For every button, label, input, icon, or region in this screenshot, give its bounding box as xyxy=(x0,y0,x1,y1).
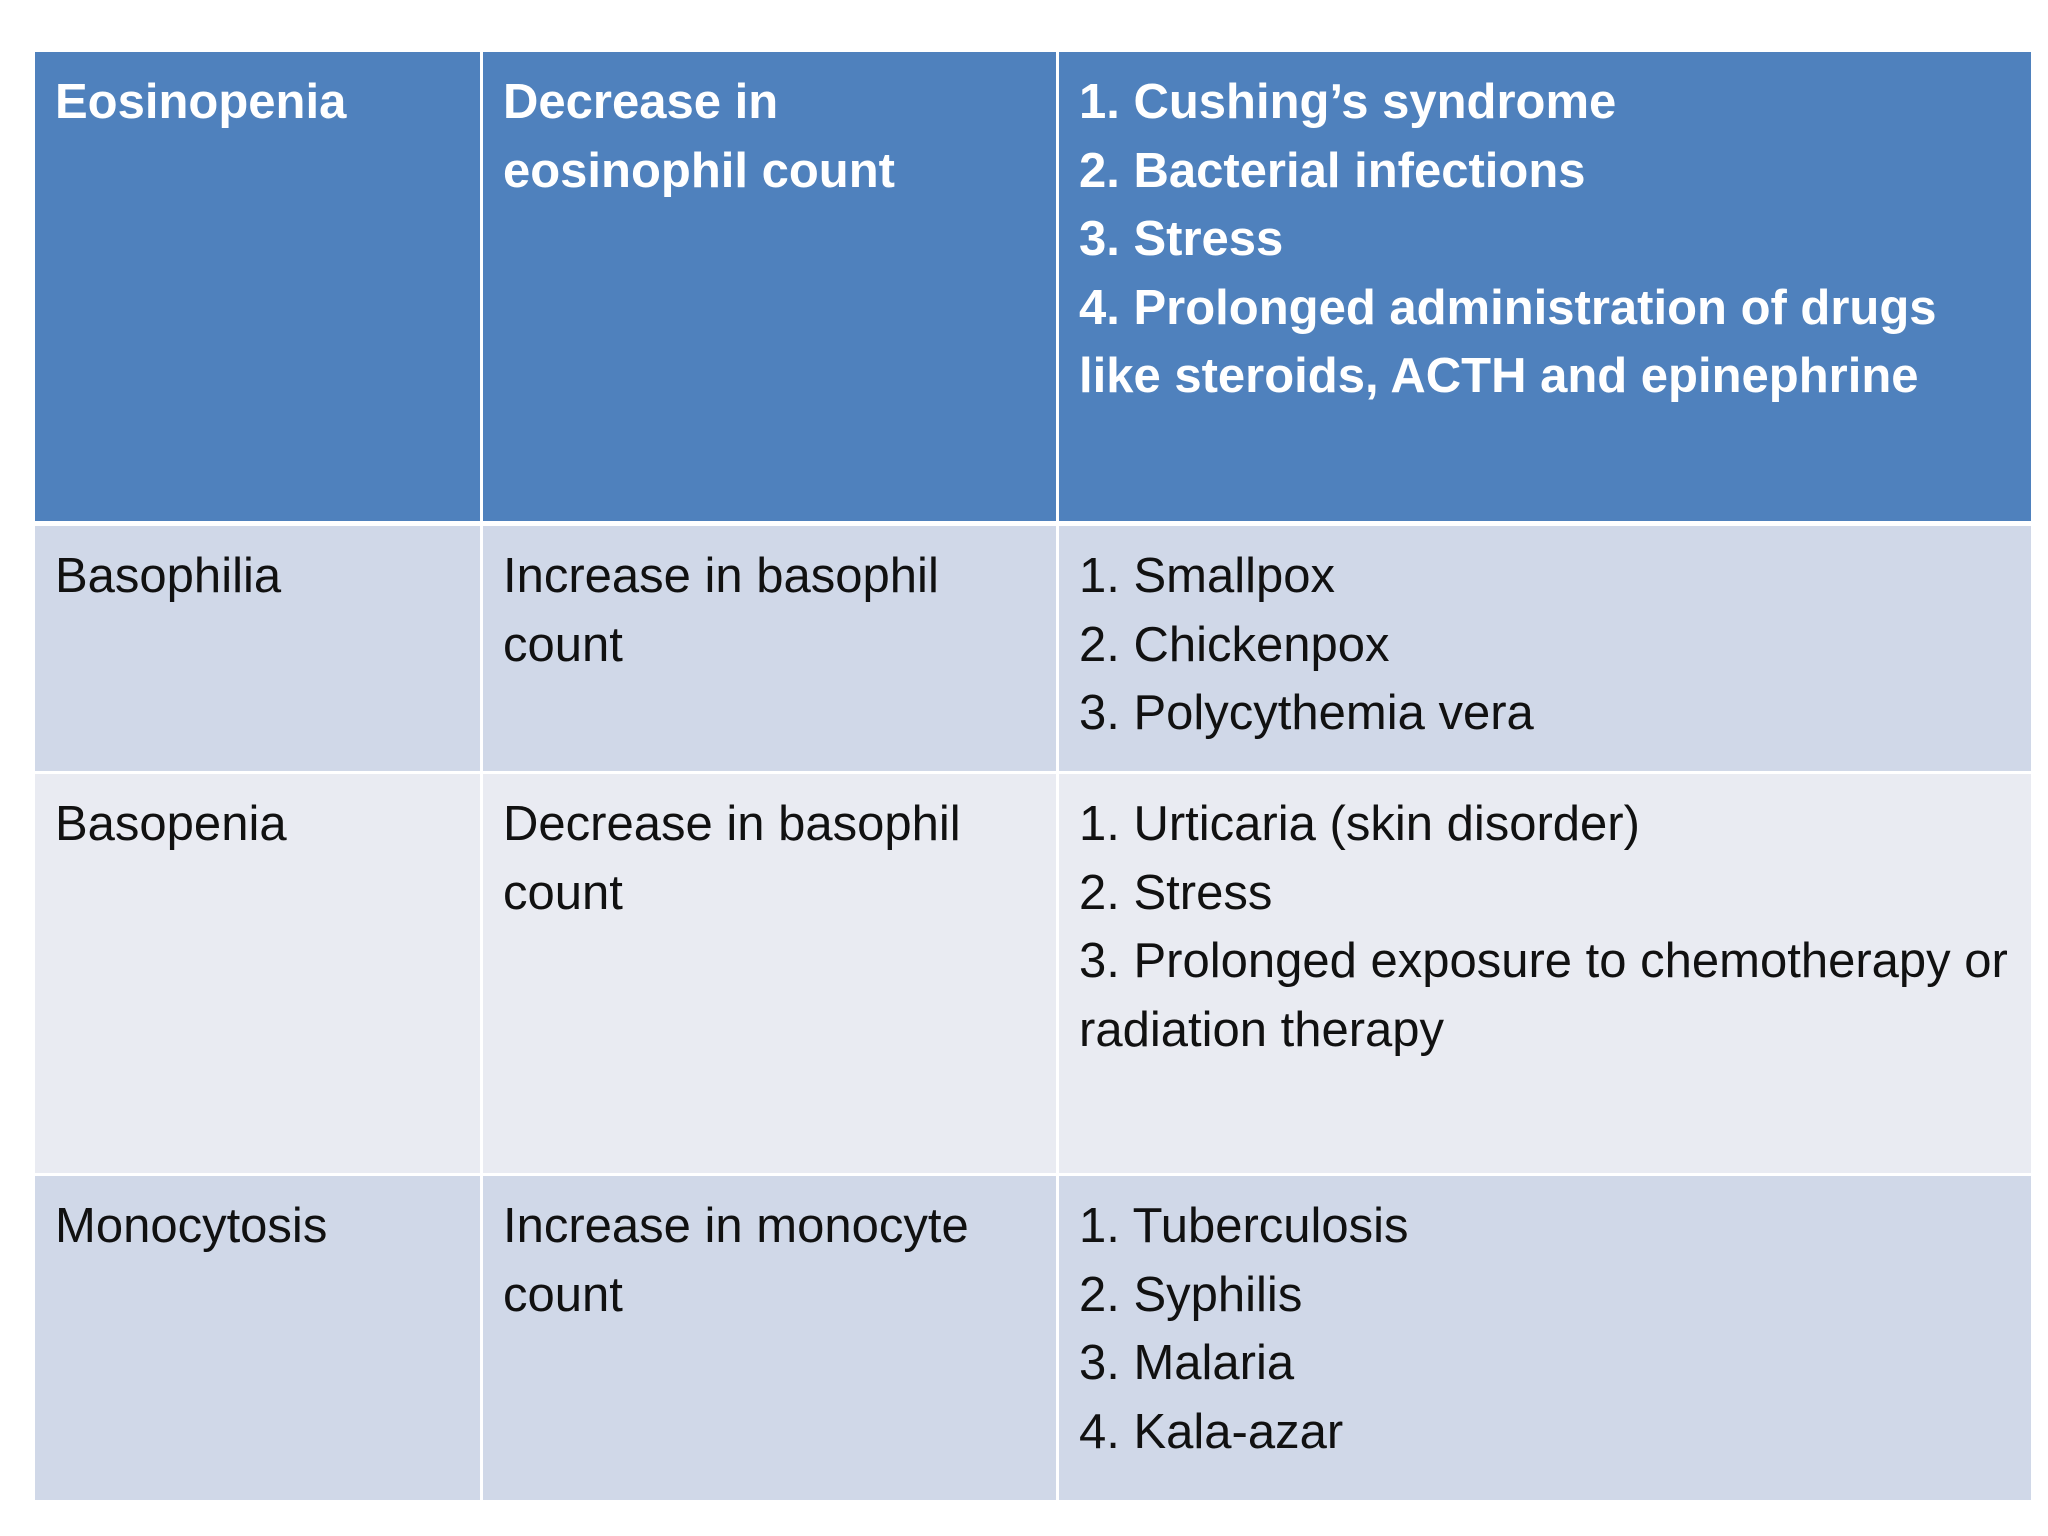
table-cell-description xyxy=(483,1176,1059,1500)
cause-item: 3. Prolonged exposure to chemotherapy or radiation therapy xyxy=(1079,934,2008,1057)
cause-item: 2. Bacterial infections xyxy=(1079,143,1586,198)
cause-item: 3. Polycythemia vera xyxy=(1079,686,1534,740)
condition-label: Eosinopenia xyxy=(55,75,347,129)
cause-item: 4. Prolonged administration of drugs like steroids, ACTH and epinephrine xyxy=(1079,280,1937,403)
table-cell-causes xyxy=(1059,774,2031,1176)
cause-item: 2. Chickenpox xyxy=(1079,617,1390,672)
description-label: Decrease in eosinophil count xyxy=(503,75,895,198)
cause-item: 1. Cushing’s syndrome xyxy=(1079,75,1617,129)
cause-item: 4. Kala-azar xyxy=(1079,1404,1344,1459)
cause-item: 3. Stress xyxy=(1079,212,1284,266)
table-cell-condition xyxy=(35,1176,483,1500)
table-cell-condition xyxy=(35,774,483,1176)
description-label: Increase in basophil count xyxy=(503,549,939,672)
condition-label: Monocytosis xyxy=(55,1199,328,1253)
condition-label: Basopenia xyxy=(55,797,287,851)
table-cell-causes xyxy=(1059,52,2031,526)
blood-disorders-table xyxy=(35,52,2031,1500)
causes-list xyxy=(1079,68,2011,411)
cause-item: 2. Stress xyxy=(1079,865,1273,920)
cause-item: 3. Malaria xyxy=(1079,1336,1295,1390)
condition-label: Basophilia xyxy=(55,549,282,603)
table-cell-causes xyxy=(1059,1176,2031,1500)
table-cell-condition xyxy=(35,526,483,774)
causes-list xyxy=(1079,790,2011,1064)
table-cell-causes xyxy=(1059,526,2031,774)
table-cell-description xyxy=(483,774,1059,1176)
table-cell-condition xyxy=(35,52,483,526)
table-cell-description xyxy=(483,526,1059,774)
causes-list xyxy=(1079,542,2011,748)
cause-item: 1. Urticaria (skin disorder) xyxy=(1079,797,1640,851)
cause-item: 1. Smallpox xyxy=(1079,549,1336,603)
description-label: Decrease in basophil count xyxy=(503,797,961,920)
table-cell-description xyxy=(483,52,1059,526)
cause-item: 2. Syphilis xyxy=(1079,1267,1303,1322)
description-label: Increase in monocyte count xyxy=(503,1199,969,1322)
causes-list xyxy=(1079,1192,2011,1466)
cause-item: 1. Tuberculosis xyxy=(1079,1199,1409,1253)
